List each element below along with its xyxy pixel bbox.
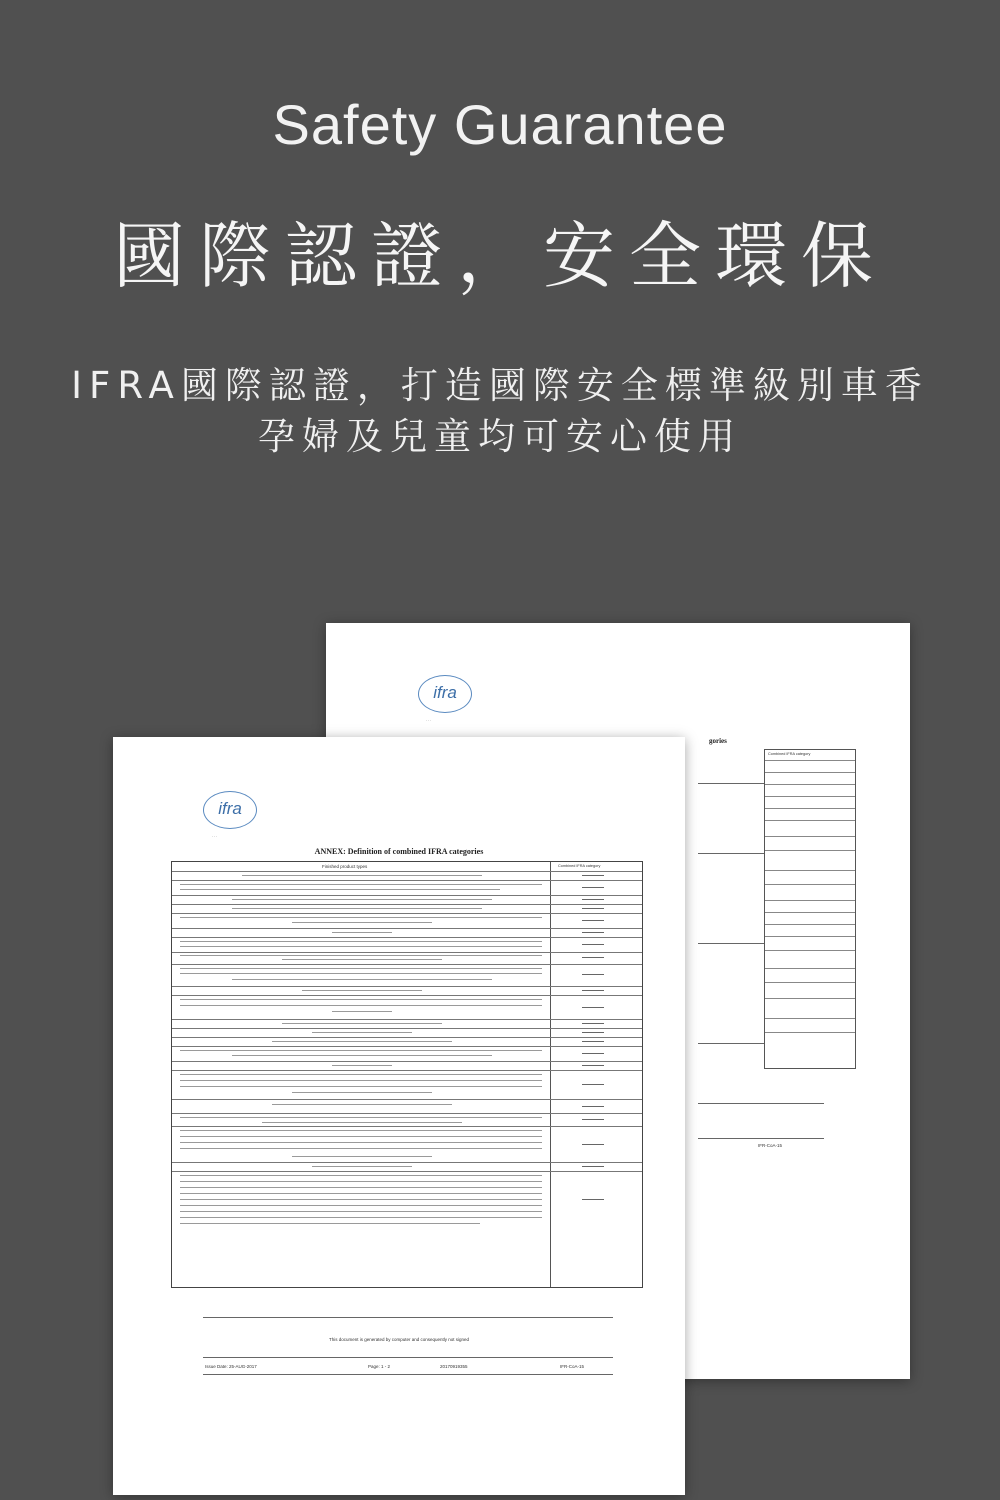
- footer-page: Page: 1 - 2: [368, 1364, 391, 1369]
- certificate-page-front: [113, 737, 685, 1495]
- english-title: Safety Guarantee: [272, 93, 728, 156]
- footer-note: This document is generated by computer and consequently not signed: [328, 1337, 470, 1342]
- back-footer-code: IFR-CoA-15: [758, 1143, 783, 1148]
- back-heading: gories: [709, 737, 727, 745]
- subtitle-line-1: IFRA國際認證，打造國際安全標準級別車香: [71, 364, 929, 407]
- ifra-logo: ifra: [418, 675, 472, 713]
- chinese-title: 國際認證，安全環保: [112, 214, 887, 298]
- column-header-product: Finished product types: [322, 864, 368, 869]
- footer-code: IFR-CoA-15: [560, 1364, 585, 1369]
- footer-number: 20170919355: [440, 1364, 468, 1369]
- ifra-logo-sub-icon: ···: [212, 834, 218, 839]
- subtitle-line-2: 孕婦及兒童均可安心使用: [258, 415, 742, 458]
- ifra-category-table: [171, 861, 643, 1288]
- ifra-logo: ifra: [203, 791, 257, 829]
- annex-title: ANNEX: Definition of combined IFRA categories: [314, 847, 484, 856]
- back-table: [764, 749, 856, 1069]
- back-column-header: Combined IFRA category: [768, 752, 811, 756]
- footer-issue-date: Issue Date: 25-AUG-2017: [205, 1364, 257, 1369]
- ifra-logo-sub-icon: ···: [426, 718, 432, 723]
- column-header-category: Combined IFRA category: [558, 864, 601, 868]
